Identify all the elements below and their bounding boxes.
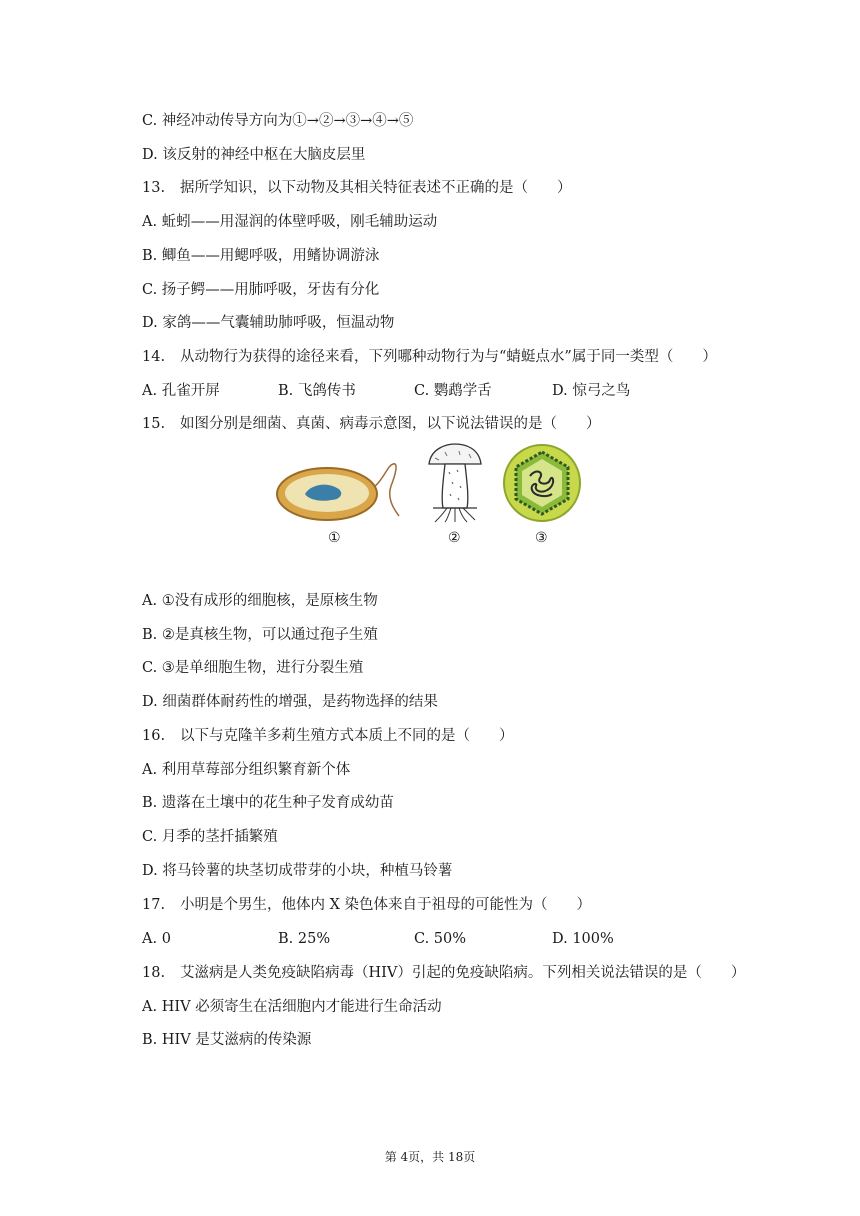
microbe-figure	[270, 440, 600, 555]
question-14	[142, 347, 717, 367]
page-footer: 第 4页，共 18页	[384, 1150, 476, 1164]
option-d: D. 细菌群体耐药性的增强，是药物选择的结果	[142, 694, 438, 710]
virus-illustration	[500, 442, 584, 524]
option-a: A. 蚯蚓——用湿润的体壁呼吸，刚毛辅助运动	[142, 214, 438, 230]
option-b: B. 25%	[278, 931, 331, 947]
option-d: D. 家鸽——气囊辅助肺呼吸，恒温动物	[142, 315, 395, 331]
option-c: C. 扬子鳄——用肺呼吸，牙齿有分化	[142, 282, 380, 298]
question-number: 17.	[142, 897, 166, 913]
options-row	[142, 929, 742, 949]
option-d: D. 100%	[552, 931, 614, 947]
bacterium-illustration	[275, 458, 405, 528]
options-row	[142, 381, 742, 401]
question-text: 以下与克隆羊多莉生殖方式本质上不同的是（ ）	[180, 728, 514, 744]
question-number: 14.	[142, 349, 166, 365]
question-16	[142, 726, 514, 746]
question-18	[142, 963, 745, 983]
question-text: 如图分别是细菌、真菌、病毒示意图，以下说法错误的是（ ）	[180, 416, 601, 432]
option-a: A. 利用草莓部分组织繁育新个体	[142, 762, 351, 778]
option-c: C. 50%	[414, 931, 467, 947]
option-d: D. 惊弓之鸟	[552, 383, 631, 399]
figure-label-2: ②	[448, 530, 461, 546]
line-c-prev: C. 神经冲动传导方向为①→②→③→④→⑤	[142, 113, 414, 129]
option-b: B. 鲫鱼——用鳃呼吸，用鳍协调游泳	[142, 248, 380, 264]
option-b: B. HIV 是艾滋病的传染源	[142, 1032, 312, 1048]
question-13	[142, 178, 572, 198]
question-15	[142, 414, 601, 434]
question-text: 据所学知识，以下动物及其相关特征表述不正确的是（ ）	[180, 180, 572, 196]
option-c: C. 鹦鹉学舌	[414, 383, 492, 399]
question-17	[142, 895, 591, 915]
question-number: 13.	[142, 180, 166, 196]
option-a: A. HIV 必须寄生在活细胞内才能进行生命活动	[142, 999, 442, 1015]
option-b: B. 遗落在土壤中的花生种子发育成幼苗	[142, 795, 394, 811]
question-text: 小明是个男生，他体内 X 染色体来自于祖母的可能性为（ ）	[180, 897, 592, 913]
option-a: A. 0	[142, 931, 171, 947]
option-c: C. 月季的茎扦插繁殖	[142, 829, 278, 845]
question-number: 16.	[142, 728, 166, 744]
option-b: B. ②是真核生物，可以通过孢子生殖	[142, 627, 378, 643]
option-a: A. ①没有成形的细胞核，是原核生物	[142, 593, 378, 609]
figure-label-3: ③	[535, 530, 548, 546]
figure-label-1: ①	[328, 530, 341, 546]
question-number: 18.	[142, 965, 166, 981]
question-text: 从动物行为获得的途径来看，下列哪种动物行为与“蜻蜓点水”属于同一类型（ ）	[180, 349, 717, 365]
question-number: 15.	[142, 416, 166, 432]
fungus-illustration	[425, 442, 485, 524]
option-d: D. 将马铃薯的块茎切成带芽的小块，种植马铃薯	[142, 863, 453, 879]
option-b: B. 飞鸽传书	[278, 383, 356, 399]
option-a: A. 孔雀开屏	[142, 383, 220, 399]
question-text: 艾滋病是人类免疫缺陷病毒（HIV）引起的免疫缺陷病。下列相关说法错误的是（ ）	[180, 965, 746, 981]
option-c: C. ③是单细胞生物，进行分裂生殖	[142, 660, 364, 676]
line-d-prev: D. 该反射的神经中枢在大脑皮层里	[142, 147, 366, 163]
